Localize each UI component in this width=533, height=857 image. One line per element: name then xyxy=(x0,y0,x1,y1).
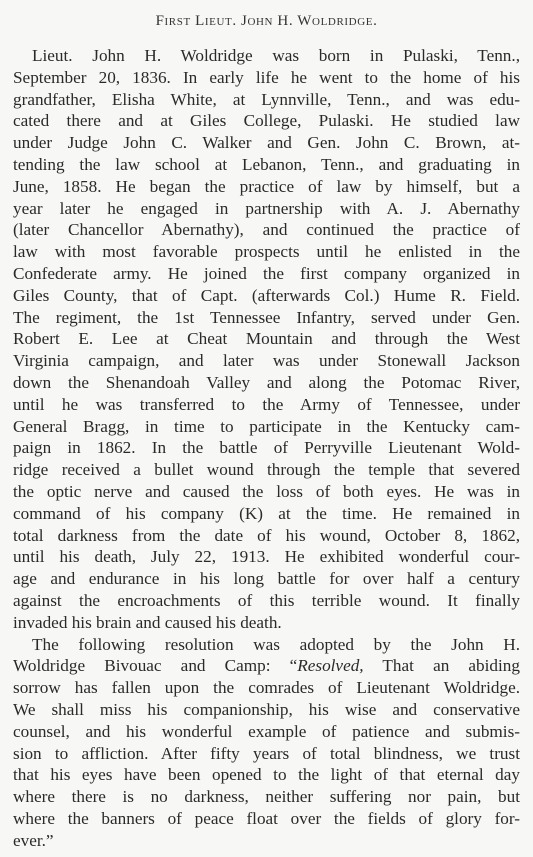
text-line: under Judge John C. Walker and Gen. John C. Brown, at- xyxy=(13,133,520,153)
text-line: (later Chancellor Abernathy), and continued the practice of xyxy=(13,220,520,240)
text-line: ever.” xyxy=(13,830,54,850)
text-line: ridge received a bullet wound through the temple that severed xyxy=(13,460,520,480)
text-line: The regiment, the 1st Tennessee Infantry, served under Gen. xyxy=(13,307,520,327)
text-line: invaded his brain and caused his death. xyxy=(13,612,282,632)
text-line: until he was transferred to the Army of Tennessee, under xyxy=(13,394,520,414)
text-line: sion to affliction. After fifty years of total blindness, we trust xyxy=(13,743,520,763)
text-line: until his death, July 22, 1913. He exhibited wonderful cour- xyxy=(13,547,520,567)
text-line: paign in 1862. In the battle of Perryville Lieutenant Wold- xyxy=(13,438,520,458)
text-line: against the encroachments of this terrible wound. It finally xyxy=(13,590,520,610)
resolved-emphasis: Resolved, xyxy=(297,656,364,676)
text-line: sorrow has fallen upon the comrades of Lieutenant Woldridge. xyxy=(13,678,520,698)
paragraph-2 xyxy=(13,634,520,852)
text-line: counsel, and his wonderful example of patience and submis- xyxy=(13,721,520,741)
text-line: where there is no darkness, neither suffering nor pain, but xyxy=(13,787,520,807)
text-line: year later he engaged in partnership with A. J. Abernathy xyxy=(13,198,520,218)
text-line: Virginia campaign, and later was under Stonewall Jackson xyxy=(13,351,520,371)
text-line: the optic nerve and caused the loss of both eyes. He was in xyxy=(13,481,520,501)
text-line: General Bragg, in time to participate in the Kentucky cam- xyxy=(13,416,520,436)
text-line: Giles County, that of Capt. (afterwards Col.) Hume R. Field. xyxy=(13,285,520,305)
text-line: The following resolution was adopted by the John H. xyxy=(32,634,520,654)
text-line: down the Shenandoah Valley and along the Potomac River, xyxy=(13,372,520,392)
text-line: Lieut. John H. Woldridge was born in Pulaski, Tenn., xyxy=(32,46,520,65)
text-line: total darkness from the date of his wound, October 8, 1862, xyxy=(13,525,520,545)
text-line: Woldridge Bivouac and Camp: “Resolved, That an abiding xyxy=(13,656,520,676)
text-line: law with most favorable prospects until he enlisted in the xyxy=(13,242,520,262)
text-line: that his eyes have been opened to the light of that eternal day xyxy=(13,765,520,785)
text-line: June, 1858. He began the practice of law by himself, but a xyxy=(13,176,520,196)
page-title: First Lieut. John H. Woldridge. xyxy=(155,13,378,29)
text-line: age and endurance in his long battle for over half a century xyxy=(13,569,520,589)
text-line: tending the law school at Lebanon, Tenn., and graduating in xyxy=(13,154,520,174)
text-line: We shall miss his companionship, his wise and conservative xyxy=(13,699,520,719)
text-line: Robert E. Lee at Cheat Mountain and through the West xyxy=(13,329,520,349)
paragraph-1 xyxy=(13,45,520,634)
text-line: September 20, 1836. In early life he went to the home of his xyxy=(13,67,520,87)
text-line: command of his company (K) at the time. He remained in xyxy=(13,503,520,523)
text-line: Confederate army. He joined the first company organized in xyxy=(13,263,520,283)
text-line: where the banners of peace float over the fields of glory for- xyxy=(13,808,520,828)
article-body xyxy=(13,45,520,851)
text-line: grandfather, Elisha White, at Lynnville, Tenn., and was edu- xyxy=(13,89,520,109)
text-line: cated there and at Giles College, Pulaski. He studied law xyxy=(13,111,520,131)
